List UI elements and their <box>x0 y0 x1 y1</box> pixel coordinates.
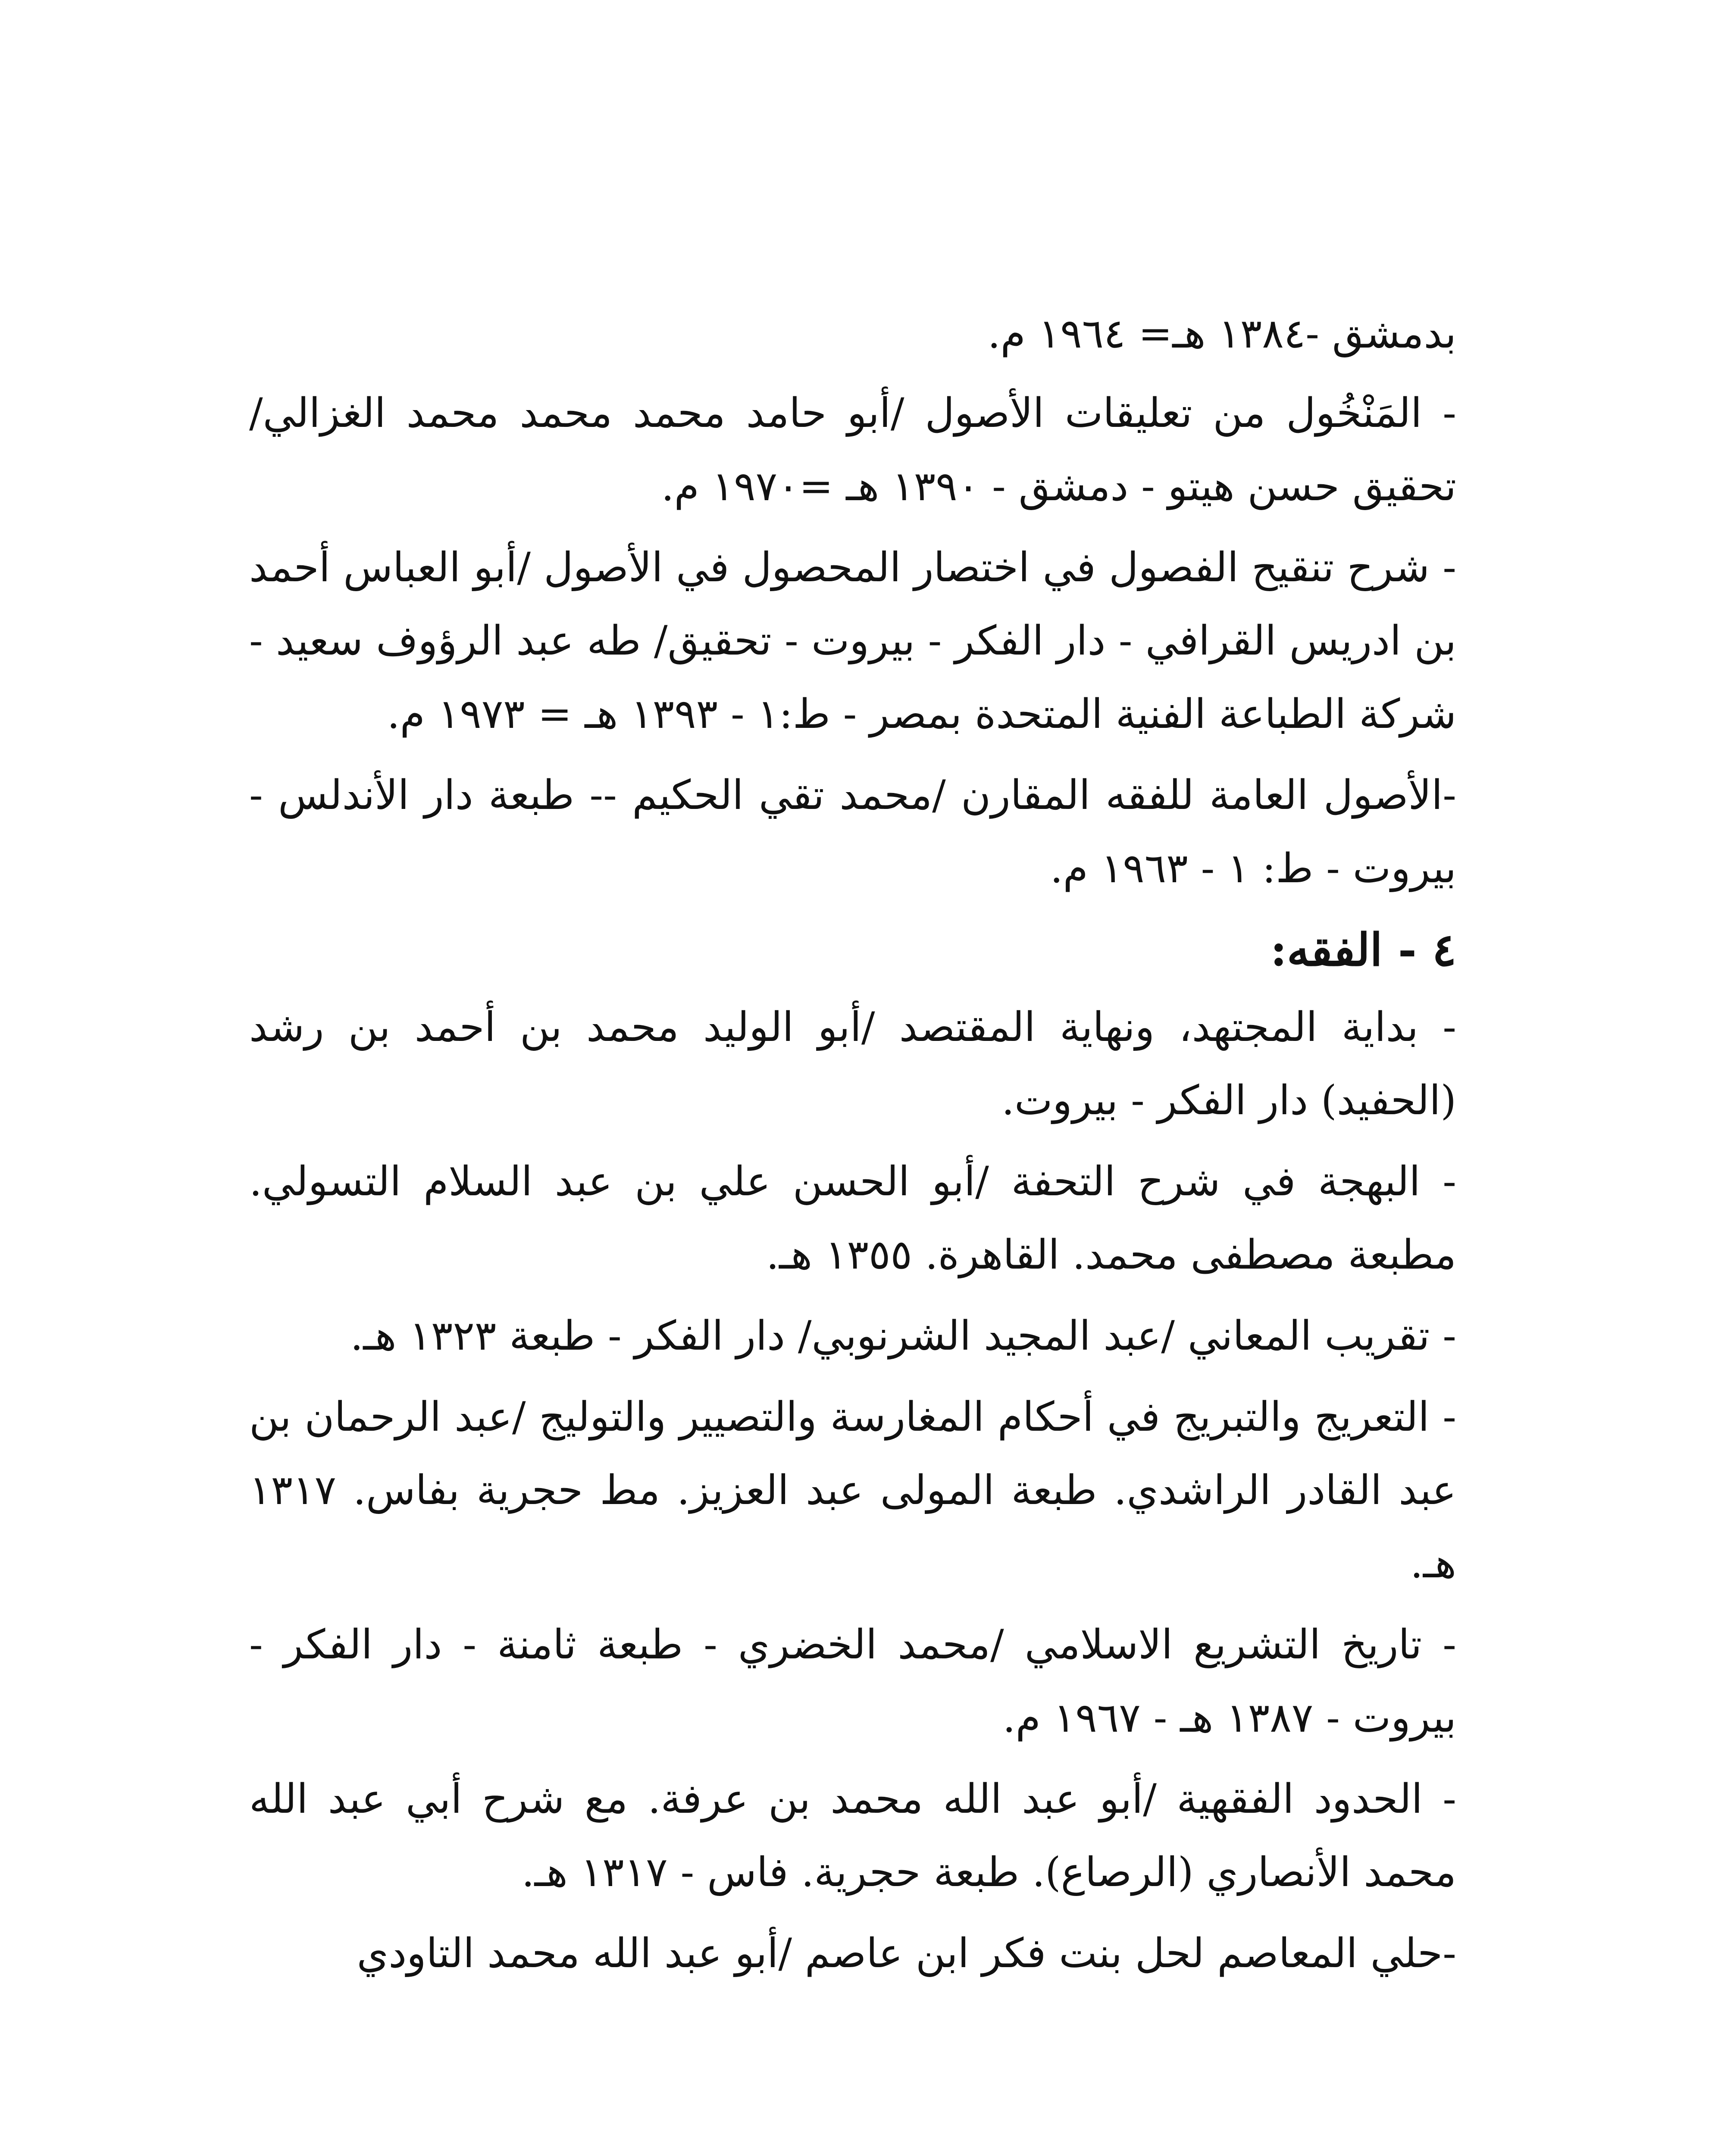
bibliography-entry: - تاريخ التشريع الاسلامي /محمد الخضري - طبعة ثامنة - دار الفكر - بيروت - ١٣٨٧ هـ - ١٩٦٧ م. <box>249 1621 1456 1742</box>
bibliography-entry: - الحدود الفقهية /أبو عبد الله محمد بن عرفة. مع شرح أبي عبد الله محمد الأنصاري (الرصاع). طبعة حجرية. فاس - ١٣١٧ هـ. <box>249 1776 1456 1896</box>
bibliography-entry: -حلي المعاصم لحل بنت فكر ابن عاصم /أبو عبد الله محمد التاودي <box>357 1930 1456 1977</box>
bibliography-content <box>249 298 1456 1998</box>
bibliography-entry: - تقريب المعاني /عبد المجيد الشرنوبي/ دار الفكر - طبعة ١٣٢٣ هـ. <box>350 1313 1456 1360</box>
bibliography-entry: - المَنْخُول من تعليقات الأصول /أبو حامد محمد محمد محمد الغزالي/ تحقيق حسن هيتو - دمشق - ١٣٩٠ هـ =١٩٧٠ م. <box>249 390 1456 510</box>
bibliography-entry: - بداية المجتهد، ونهاية المقتصد /أبو الوليد محمد بن أحمد بن رشد (الحفيد) دار الفكر - بيروت. <box>249 1004 1456 1124</box>
bibliography-entry: -الأصول العامة للفقه المقارن /محمد تقي الحكيم -- طبعة دار الأندلس - بيروت - ط: ١ - ١٩٦٣ م. <box>249 772 1456 892</box>
bibliography-entry: - البهجة في شرح التحفة /أبو الحسن علي بن عبد السلام التسولي. مطبعة مصطفى محمد. القاهرة. ١٣٥٥ هـ. <box>249 1158 1456 1279</box>
bibliography-entry: - شرح تنقيح الفصول في اختصار المحصول في الأصول /أبو العباس أحمد بن ادريس القرافي - دار الفكر - بيروت - تحقيق/ طه عبد الرؤوف سعيد - شركة الطباعة الفنية المتحدة بمصر - ط:١ - ١٣٩٣ هـ = ١٩٧٣ م. <box>249 544 1456 738</box>
bibliography-entry-continuation: بدمشق -١٣٨٤ هـ= ١٩٦٤ م. <box>987 310 1456 357</box>
section-heading: ٤ - الفقه: <box>1270 923 1456 976</box>
bibliography-entry: - التعريج والتبريج في أحكام المغارسة والتصيير والتوليج /عبد الرحمان بن عبد القادر الراشدي. طبعة المولى عبد العزيز. مط حجرية بفاس. ١٣١٧ هـ. <box>249 1394 1456 1587</box>
